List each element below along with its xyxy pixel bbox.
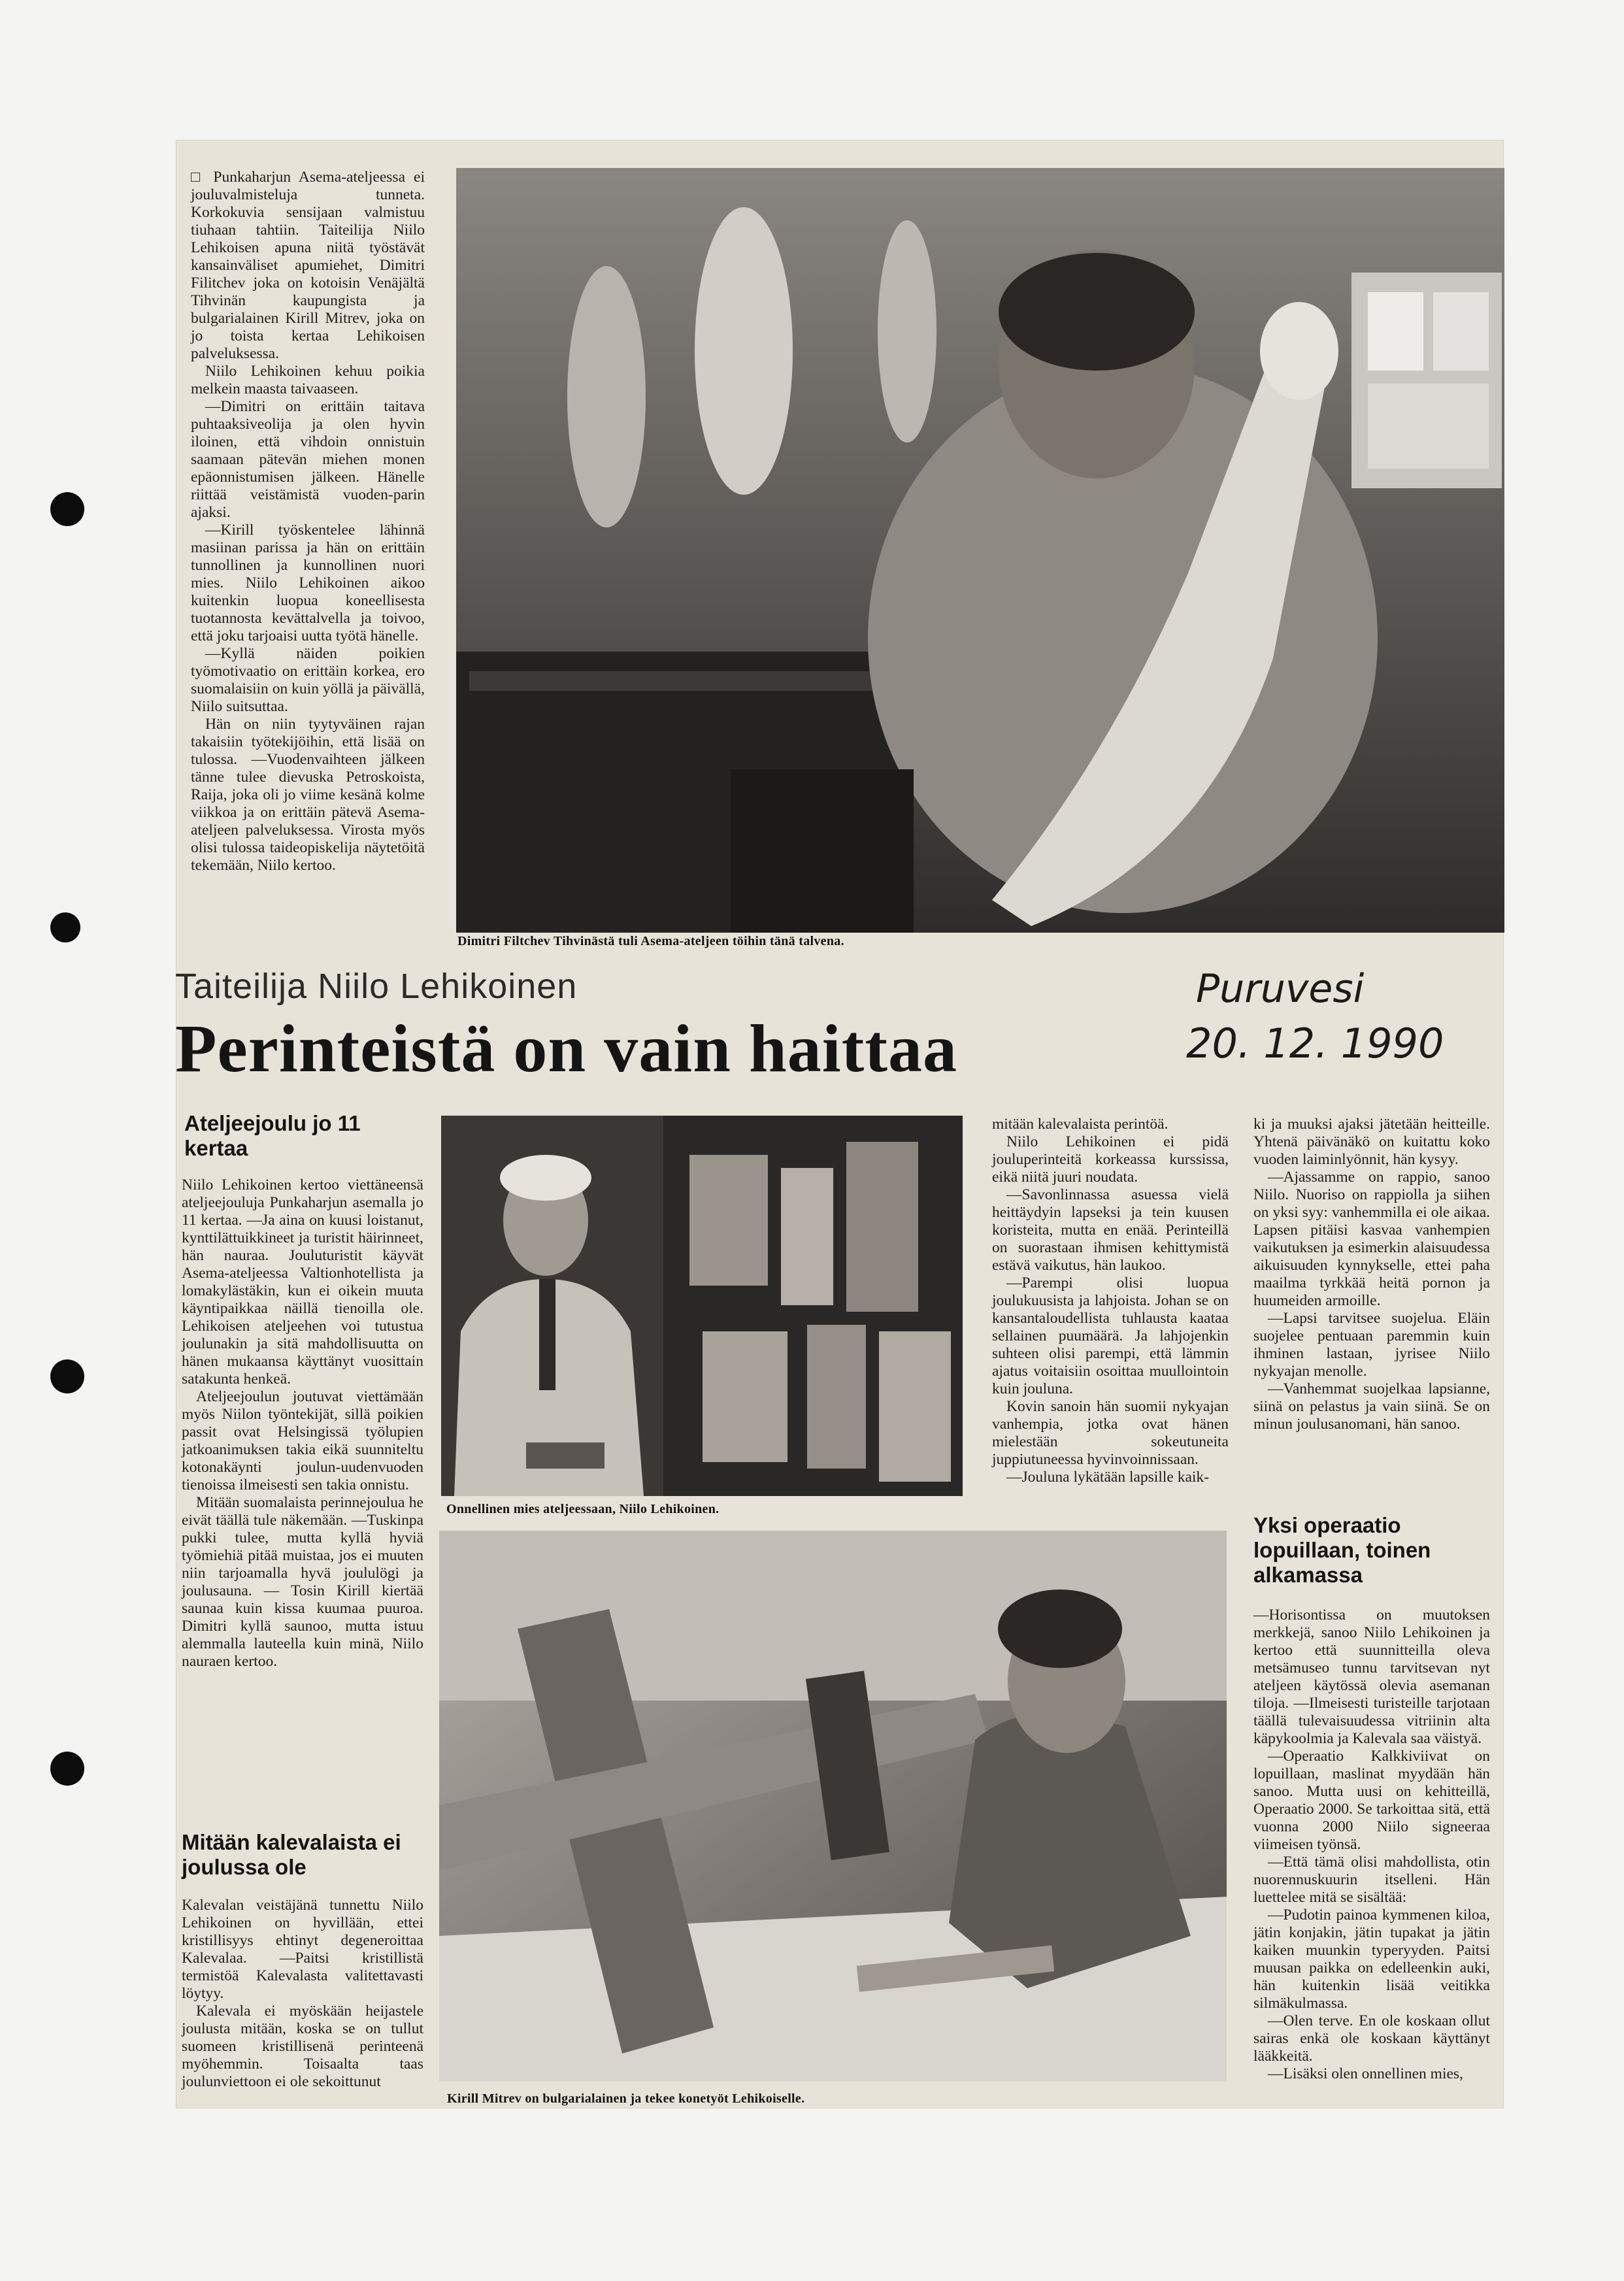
- intro-column: [191, 169, 425, 874]
- handwritten-date: 20. 12. 1990: [1186, 1020, 1444, 1067]
- body-paragraph: Niilo Lehikoinen kertoo viettäneensä ateljeejouluja Punkaharjun asemalla jo 11 kertaa. —Ja aina on kuusi loistanut, kynttilättuikkineet ja turistit häirinneet, hän nauraa. Jouluturistit käyvät Asema-ateljeessa Valtionhotellista ja lomakylästäkin, kun ei oikein muuta käyntipaikkaa näillä tienoilla ole. Lehikoisen ateljeehen voi tutustua joulunakin ja sitä mahdollisuutta on hänen mukaansa käyttänyt vuosittain satakunta henkeä.: [182, 1176, 423, 1388]
- intro-paragraph: —Kyllä näiden poikien työmotivaatio on erittäin korkea, ero suomalaisiin on kuin yöllä ja päivällä, Niilo suitsuttaa.: [191, 645, 425, 715]
- body-paragraph: —Vanhemmat suojelkaa lapsianne, siinä on pelastus ja vain siinä. Se on minun joulusanomani, hän sanoo.: [1253, 1380, 1490, 1433]
- section-heading-ateljeejoulu: [184, 1111, 420, 1161]
- body-paragraph: —Ajassamme on rappio, sanoo Niilo. Nuoriso on rappiolla ja siihen on yksi syy: vanhemmilla ei ole aikaa. Lapsen pitäisi kasvaa vanhempien vaikutuksen ja esimerkin alaisuudessa aikuisuuden kynnykselle, ettei paha maailma tyrkkää heitä pornon ja huumeiden armoille.: [1253, 1169, 1490, 1309]
- body-paragraph: —Lapsi tarvitsee suojelua. Eläin suojelee pentuaan paremmin kuin ihminen lastaan, jyrisee Niilo nykyajan menolle.: [1253, 1310, 1490, 1380]
- body-paragraph: Niilo Lehikoinen ei pidä jouluperinteitä korkeassa kurssissa, eikä niitä juuri noudata.: [992, 1133, 1229, 1186]
- column-ateljeejoulu: [182, 1176, 423, 1671]
- article-kicker: Taiteilija Niilo Lehikoinen: [175, 967, 578, 1006]
- body-paragraph: —Horisontissa on muutoksen merkkejä, sanoo Niilo Lehikoinen ja kertoo että suunnitteilla oleva metsämuseo tunnu tarvitsevan nyt ateljeen käytössä olevia asemanan tiloja. —Ilmeisesti turisteille tarjotaan täällä tulevaisuudessa vitriinin alta käpykoolmia ja Kalevala saa väistyä.: [1253, 1607, 1490, 1747]
- intro-paragraph: □ Punkaharjun Asema-ateljeessa ei jouluvalmisteluja tunneta. Korkokuvia sensijaan valmistuu tiuhaan tahtiin. Taiteilija Niilo Lehikoisen apuna niitä työstävät kansainväliset apumiehet, Dimitri Filitchev joka on kotoisin Venäjältä Tihvinän kaupungista ja bulgarialainen Kirill Mitrev, joka on jo toista kertaa Lehikoisen palveluksessa.: [191, 169, 425, 362]
- section-heading-kalevalaista: [182, 1830, 423, 1880]
- punch-hole-top: [50, 492, 84, 526]
- body-paragraph: —Operaatio Kalkkiviivat on lopuillaan, maslinat myydään hän sanoo. Mutta uusi on kehitteillä, Operaatio 2000. Se tarkoittaa sitä, että vuonna 2000 Niilo signeeraa viimeisen työnsä.: [1253, 1748, 1490, 1853]
- punch-hole-middle: [50, 912, 80, 942]
- body-paragraph: —Parempi olisi luopua joulukuusista ja lahjoista. Johan se on kansantaloudellista tuhlausta kaataa sellainen puumäärä. Ja lahjojenkin suhteen olisi parempi, että lämmin ajatus voitaisiin osoittaa muullointoin kuin jouluna.: [992, 1274, 1229, 1397]
- body-paragraph: —Että tämä olisi mahdollista, otin nuorennuskuurin itselleni. Hän luettelee mitä se sisältää:: [1253, 1854, 1490, 1906]
- punch-hole-lower: [50, 1359, 84, 1393]
- photo-kirill-machine: [439, 1531, 1227, 2082]
- body-paragraph: —Jouluna lykätään lapsille kaik-: [1006, 1469, 1209, 1486]
- body-paragraph: —Lisäksi olen onnellinen mies,: [1268, 2065, 1463, 2082]
- photo-niilo-atelier: [441, 1116, 963, 1496]
- body-paragraph: mitään kalevalaista perintöä.: [992, 1116, 1168, 1133]
- intro-paragraph: Niilo Lehikoinen kehuu poikia melkein maasta taivaaseen.: [191, 363, 425, 397]
- photo2-caption: Onnellinen mies ateljeessaan, Niilo Lehikoinen.: [446, 1502, 720, 1516]
- intro-paragraph: —Kirill työskentelee lähinnä masiinan parissa ja hän on erittäin tunnollinen ja kunnollinen nuori mies. Niilo Lehikoinen aikoo kuitenkin luopua koneellisesta tuotannosta kevättalvella ja toivoo, että joku tarjoaisi uutta työtä hänelle.: [191, 522, 425, 644]
- section-heading-text: Mitään kalevalaista ei joulussa ole: [182, 1830, 401, 1879]
- intro-paragraph: —Dimitri on erittäin taitava puhtaaksiveolija ja olen hyvin iloinen, että vihdoin onnistuin saamaan pätevän miehen monen epäonnistumisen jälkeen. Hänelle riittää veistämistä vuoden-parin ajaksi.: [191, 398, 425, 521]
- punch-hole-bottom: [50, 1752, 84, 1786]
- article-headline: Perinteistä on vain haittaa: [175, 1011, 957, 1086]
- body-paragraph: Kalevala ei myöskään heijastele joulusta mitään, koska se on tullut suomeen kristillisenä perinteenä myöhemmin. Toisaalta taas joulunviettoon ei ole sekoittunut: [182, 2003, 423, 2090]
- section-heading-text: Ateljeejoulu jo 11 kertaa: [184, 1111, 361, 1160]
- section-heading-text: Yksi operaatio lopuillaan, toinen alkamassa: [1253, 1513, 1431, 1587]
- body-paragraph: —Pudotin painoa kymmenen kiloa, jätin konjakin, jätin tupakat ja jätin kaiken muunkin typeryyden. Paitsi muusan paikka on edelleenkin auki, hän kuitenkin lisää veitikka silmäkulmassa.: [1253, 1906, 1490, 2012]
- photo1-caption: Dimitri Filtchev Tihvinästä tuli Asema-ateljeen töihin tänä talvena.: [457, 934, 844, 948]
- column-4: [1253, 1116, 1490, 1433]
- body-paragraph: Mitään suomalaista perinnejoulua he eivät täällä tule näkemään. —Tuskinpa pukki tulee, mutta kyllä hyviä työmiehiä pitää muistaa, jos ei muuten niin tarjoamalla hyvä joululögi ja joulusauna. — Tosin Kirill kiertää saunaa kuin kissa kuumaa puuroa. Dimitri kyllä saunoo, mutta istuu alemmalla lauteella kuin minä, Niilo nauraen kertoo.: [182, 1494, 423, 1670]
- body-paragraph: Ateljeejoulun joutuvat viettämään myös Niilon työntekijät, sillä poikien passit ovat Helsingissä työlupien jatkoanimuksen takia eikä suunniteltu kotonakäynti joulun-uudenvuoden tienoissa ilmeisesti sen takia onnistu.: [182, 1388, 423, 1493]
- photo-dimitri-sculpting: [456, 168, 1504, 933]
- body-paragraph: Kalevalan veistäjänä tunnettu Niilo Lehikoinen on hyvillään, ettei kristillisyys ehtinyt degeneroittaa Kalevalaa. —Paitsi kristillistä termistöä Kalevalasta valitettavasti löytyy.: [182, 1897, 423, 2002]
- body-paragraph: —Savonlinnassa asuessa vielä heittäydyin lapseksi ja tein kuusen koristeita, mutta en enää. Perinteillä on suorastaan ihmisen kehittymistä estävä vaikutus, hän laukoo.: [992, 1186, 1229, 1274]
- handwritten-source: Puruvesi: [1196, 966, 1365, 1012]
- body-paragraph: —Olen terve. En ole koskaan ollut sairas enkä ole koskaan käyttänyt lääkkeitä.: [1253, 2012, 1490, 2065]
- section-heading-operaatio: [1253, 1513, 1495, 1588]
- column-kalevalaista: [182, 1897, 423, 2091]
- photo3-caption: Kirill Mitrev on bulgarialainen ja tekee konetyöt Lehikoiselle.: [447, 2091, 805, 2106]
- body-paragraph: Kovin sanoin hän suomii nykyajan vanhempia, jotka ovat hänen mielestään sokeutuneita juppiutuneessa hyvinvoinnissaan.: [992, 1398, 1229, 1468]
- column-operaatio: [1253, 1607, 1490, 2083]
- column-3: [992, 1116, 1229, 1486]
- intro-paragraph: Hän on niin tyytyväinen rajan takaisiin työtekijöihin, että lisää on tulossa. —Vuodenvaihteen jälkeen tänne tulee dievuska Petroskoista, Raija, joka oli jo viime kesänä kolme viikkoa ja on erittäin pätevä Asema-ateljeen palveluksessa. Virosta myös olisi tulossa taideopiskelija näytetöitä tekemään, Niilo kertoo.: [191, 716, 425, 874]
- body-paragraph: ki ja muuksi ajaksi jätetään heitteille. Yhtenä päivänäkö on kuitattu koko vuoden laiminlyönnit, hän kysyy.: [1253, 1116, 1490, 1168]
